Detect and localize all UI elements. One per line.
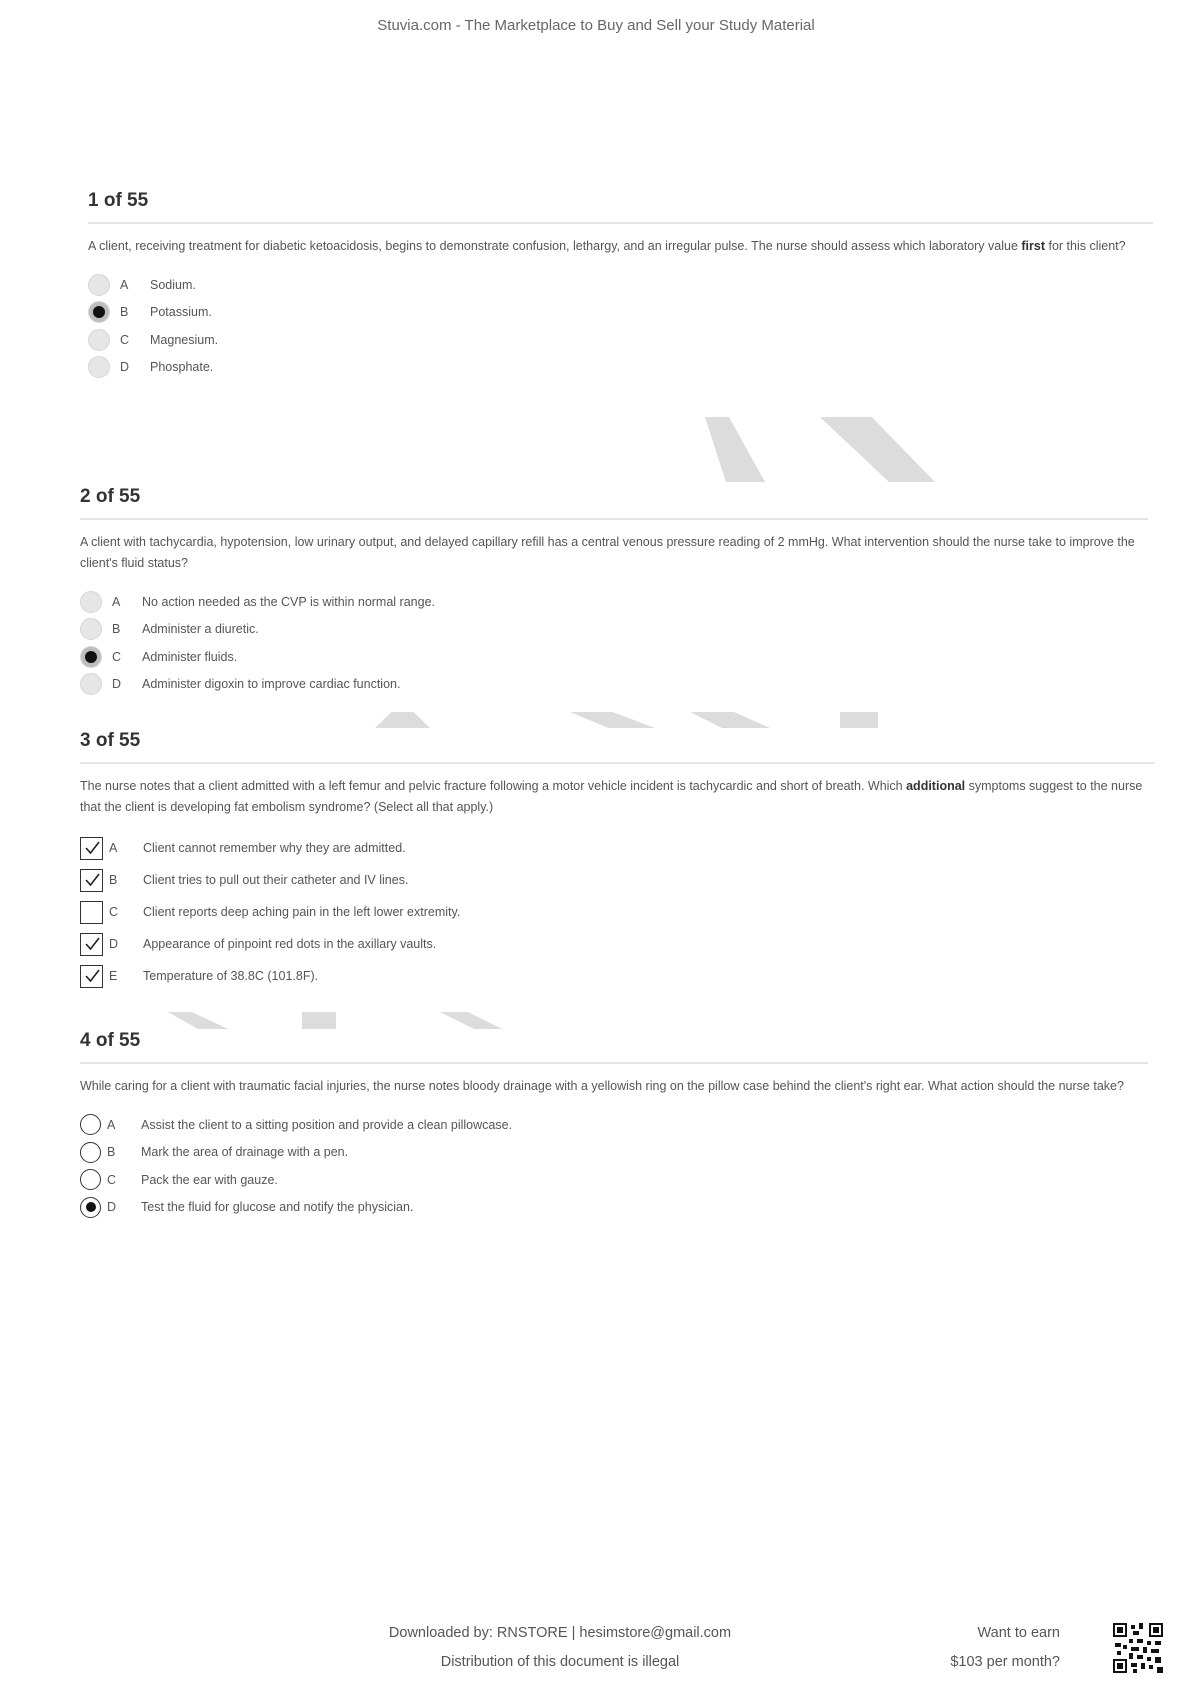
watermark-shape	[705, 417, 765, 482]
earn-promo-line1[interactable]: Want to earn	[977, 1625, 1060, 1641]
watermark-shape	[820, 417, 935, 482]
watermark-shape	[440, 1012, 502, 1029]
checkmark-icon	[83, 967, 101, 985]
option-a[interactable]: A No action needed as the CVP is within normal range.	[80, 588, 1148, 616]
question-block	[80, 1030, 1148, 1221]
option-a[interactable]: A Assist the client to a sitting position and provide a clean pillowcase.	[80, 1111, 1148, 1139]
radio-button-selected[interactable]	[88, 301, 110, 323]
checkmark-icon	[83, 839, 101, 857]
checkbox-checked[interactable]	[80, 837, 103, 860]
question-block	[80, 486, 1148, 698]
question-block	[80, 730, 1155, 992]
watermark-shape	[840, 712, 878, 728]
earn-promo-line2[interactable]: $103 per month?	[950, 1654, 1060, 1670]
checkmark-icon	[83, 935, 101, 953]
option-a[interactable]: A Client cannot remember why they are admitted.	[80, 832, 1155, 864]
question-text: The nurse notes that a client admitted with a left femur and pelvic fracture following a motor vehicle incident is tachycardic and short of breath. Which additional symptoms suggest to the nurse that the client is developing fat embolism syndrome? (Select all that apply.)	[80, 779, 1143, 814]
checkmark-icon	[83, 871, 101, 889]
option-d[interactable]: D Phosphate.	[88, 354, 1153, 382]
option-d[interactable]: D Administer digoxin to improve cardiac function.	[80, 671, 1148, 699]
radio-button[interactable]	[80, 1142, 101, 1163]
answer-options	[80, 832, 1155, 992]
radio-button[interactable]	[88, 329, 110, 351]
option-e[interactable]: E Temperature of 38.8C (101.8F).	[80, 960, 1155, 992]
question-number: 1 of 55	[88, 190, 1153, 224]
answer-options	[80, 1111, 1148, 1221]
qr-code-icon[interactable]	[1113, 1623, 1163, 1673]
radio-button[interactable]	[88, 274, 110, 296]
distribution-notice: Distribution of this document is illegal	[440, 1654, 680, 1670]
option-b[interactable]: B Potassium.	[88, 299, 1153, 327]
checkbox-checked[interactable]	[80, 965, 103, 988]
checkbox-checked[interactable]	[80, 933, 103, 956]
answer-options	[80, 588, 1148, 698]
radio-button[interactable]	[80, 591, 102, 613]
question-text: A client with tachycardia, hypotension, low urinary output, and delayed capillary refill has a central venous pressure reading of 2 mmHg. What intervention should the nurse take to improve the client's fluid status?	[80, 535, 1135, 570]
downloaded-by-text: Downloaded by: RNSTORE | hesimstore@gmail.com	[388, 1625, 732, 1641]
option-d[interactable]: D Test the fluid for glucose and notify the physician.	[80, 1194, 1148, 1222]
option-b[interactable]: B Administer a diuretic.	[80, 616, 1148, 644]
question-block	[88, 190, 1153, 381]
checkbox-checked[interactable]	[80, 869, 103, 892]
option-c[interactable]: C Magnesium.	[88, 326, 1153, 354]
radio-button[interactable]	[80, 618, 102, 640]
option-a[interactable]: A Sodium.	[88, 271, 1153, 299]
option-c[interactable]: C Pack the ear with gauze.	[80, 1166, 1148, 1194]
watermark-shape	[168, 1012, 228, 1029]
option-d[interactable]: D Appearance of pinpoint red dots in the axillary vaults.	[80, 928, 1155, 960]
question-number: 4 of 55	[80, 1030, 1148, 1064]
option-c[interactable]: C Administer fluids.	[80, 643, 1148, 671]
option-c[interactable]: C Client reports deep aching pain in the left lower extremity.	[80, 896, 1155, 928]
question-text: While caring for a client with traumatic facial injuries, the nurse notes bloody drainage with a yellowish ring on the pillow case behind the client's right ear. What action should the nurse take?	[80, 1079, 1124, 1093]
radio-button-selected[interactable]	[80, 646, 102, 668]
radio-button[interactable]	[88, 356, 110, 378]
option-b[interactable]: B Client tries to pull out their catheter and IV lines.	[80, 864, 1155, 896]
radio-button[interactable]	[80, 1169, 101, 1190]
option-b[interactable]: B Mark the area of drainage with a pen.	[80, 1139, 1148, 1167]
watermark-shape	[570, 712, 655, 728]
checkbox-unchecked[interactable]	[80, 901, 103, 924]
site-header: Stuvia.com - The Marketplace to Buy and Sell your Study Material	[377, 17, 815, 34]
question-text: A client, receiving treatment for diabetic ketoacidosis, begins to demonstrate confusion, lethargy, and an irregular pulse. The nurse should assess which laboratory value first for this client?	[88, 239, 1126, 253]
answer-options	[88, 271, 1153, 381]
question-number: 3 of 55	[80, 730, 1155, 764]
watermark-shape	[302, 1012, 336, 1029]
radio-button[interactable]	[80, 673, 102, 695]
watermark-shape	[690, 712, 770, 728]
radio-button[interactable]	[80, 1114, 101, 1135]
question-number: 2 of 55	[80, 486, 1148, 520]
radio-button-selected[interactable]	[80, 1197, 101, 1218]
watermark-shape	[375, 712, 430, 728]
